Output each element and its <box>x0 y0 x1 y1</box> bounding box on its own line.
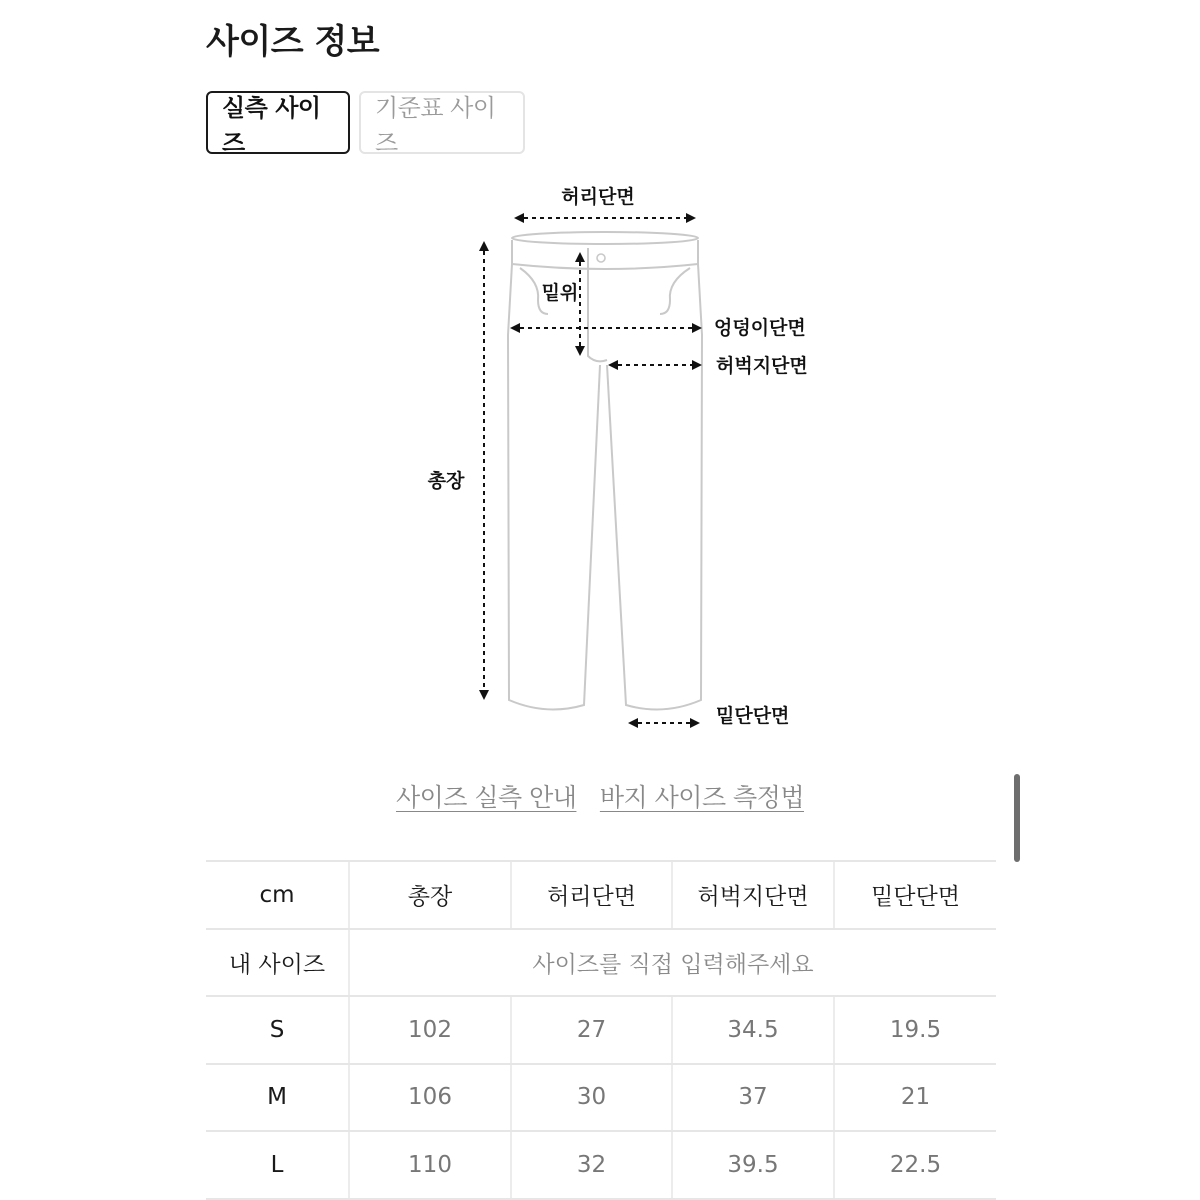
cell-thigh: 37 <box>672 1064 834 1132</box>
size-label: M <box>206 1064 349 1132</box>
header-hem: 밑단단면 <box>834 861 996 929</box>
button-icon <box>597 254 605 262</box>
cell-hem: 19.5 <box>834 996 996 1064</box>
table-row <box>206 1064 996 1132</box>
tab-measured-size[interactable]: 실측 사이즈 <box>206 91 350 154</box>
size-label: S <box>206 996 349 1064</box>
label-length: 총장 <box>427 470 465 492</box>
header-unit: cm <box>206 861 349 929</box>
cell-length: 106 <box>349 1064 511 1132</box>
label-thigh: 허벅지단면 <box>716 355 808 377</box>
link-measure-method[interactable]: 바지 사이즈 측정법 <box>599 783 804 812</box>
size-tabs <box>206 91 525 157</box>
label-hip: 엉덩이단면 <box>714 317 806 339</box>
table-row <box>206 1131 996 1199</box>
tab-standard-size[interactable]: 기준표 사이즈 <box>359 91 525 154</box>
guide-links <box>0 778 1200 814</box>
size-label: L <box>206 1131 349 1199</box>
label-waist: 허리단면 <box>561 186 635 208</box>
header-waist: 허리단면 <box>511 861 672 929</box>
table-header-row <box>206 861 996 929</box>
label-hem: 밑단단면 <box>716 705 790 727</box>
cell-length: 110 <box>349 1131 511 1199</box>
label-rise: 밑위 <box>541 282 579 304</box>
cell-hem: 21 <box>834 1064 996 1132</box>
my-size-label: 내 사이즈 <box>206 929 349 997</box>
header-length: 총장 <box>349 861 511 929</box>
cell-waist: 32 <box>511 1131 672 1199</box>
my-size-input[interactable]: 사이즈를 직접 입력해주세요 <box>349 929 996 997</box>
link-size-guide[interactable]: 사이즈 실측 안내 <box>395 783 577 812</box>
cell-waist: 30 <box>511 1064 672 1132</box>
size-table <box>206 860 996 1200</box>
cell-length: 102 <box>349 996 511 1064</box>
table-row <box>206 996 996 1064</box>
cell-waist: 27 <box>511 996 672 1064</box>
pants-outline <box>508 232 702 709</box>
cell-thigh: 34.5 <box>672 996 834 1064</box>
header-thigh: 허벅지단면 <box>672 861 834 929</box>
scrollbar-thumb[interactable] <box>1014 774 1020 862</box>
page-title: 사이즈 정보 <box>206 22 380 62</box>
my-size-row <box>206 929 996 997</box>
cell-thigh: 39.5 <box>672 1131 834 1199</box>
cell-hem: 22.5 <box>834 1131 996 1199</box>
